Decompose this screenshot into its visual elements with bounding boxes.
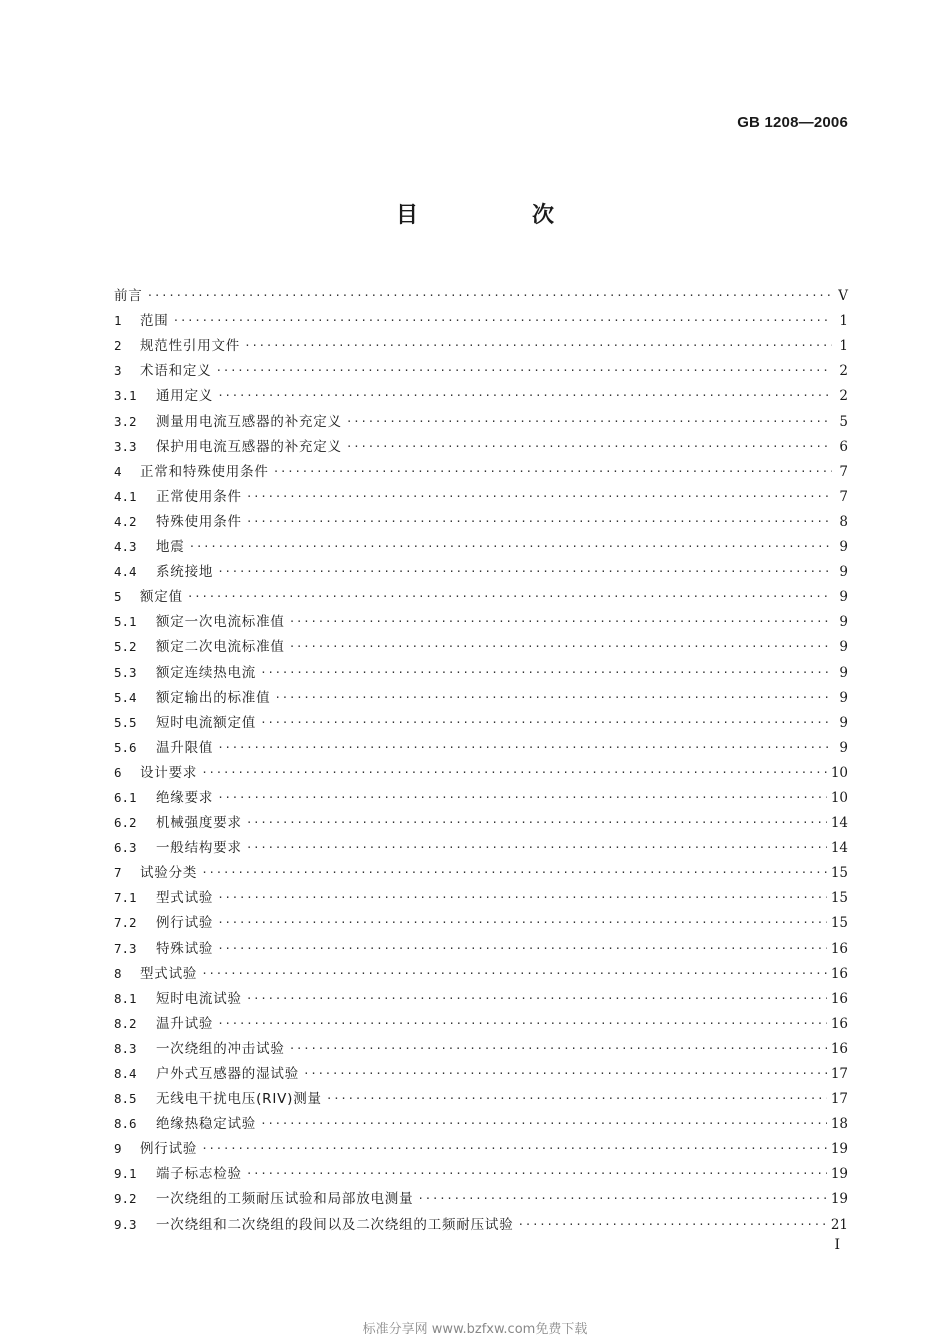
toc-entry[interactable]: [114, 431, 848, 456]
watermark-text: 标准分享网 www.bzfxw.com免费下载: [362, 1322, 588, 1337]
toc-entry-title: 温升试验: [156, 1015, 214, 1032]
toc-entry-page: 15: [830, 865, 848, 882]
toc-entry-page: 16: [830, 1015, 848, 1032]
toc-entry-number: 6.2: [114, 815, 137, 831]
toc-leader-dots: [518, 1216, 827, 1234]
toc-entry-number: 8.5: [114, 1091, 137, 1107]
toc-leader-dots: [187, 588, 832, 606]
toc-entry[interactable]: [114, 1108, 848, 1133]
toc-entry[interactable]: [114, 932, 848, 957]
toc-entry-page: 9: [839, 714, 848, 731]
toc-entry-page: 1: [839, 313, 848, 330]
toc-entry-number: 8: [114, 965, 122, 981]
toc-entry-page: 18: [830, 1116, 848, 1133]
toc-entry[interactable]: [114, 757, 848, 782]
toc-leader-dots: [273, 463, 832, 481]
toc-entry[interactable]: [114, 1158, 848, 1183]
toc-leader-dots: [346, 413, 832, 431]
toc-entry-page: 9: [839, 564, 848, 581]
toc-entry-page: 7: [839, 488, 848, 505]
toc-entry-number: 5.6: [114, 739, 137, 755]
toc-entry-number: 7.1: [114, 890, 137, 906]
toc-leader-dots: [417, 1190, 826, 1208]
toc-entry-number: 9.2: [114, 1191, 137, 1207]
toc-entry-page: 21: [830, 1216, 848, 1233]
toc-entry[interactable]: [114, 355, 848, 380]
toc-entry-page: 8: [839, 513, 848, 530]
toc-entry-number: 5.2: [114, 639, 137, 655]
toc-entry[interactable]: [114, 1183, 848, 1208]
toc-entry-title: 机械强度要求: [156, 815, 242, 832]
toc-entry-number: 7.2: [114, 915, 137, 931]
toc-leader-dots: [289, 613, 832, 631]
toc-entry-title: 短时电流试验: [156, 990, 242, 1007]
toc-entry-page: 9: [839, 639, 848, 656]
toc-leader-dots: [246, 513, 832, 531]
toc-leader-dots: [217, 914, 827, 932]
toc-entry[interactable]: [114, 983, 848, 1008]
toc-entry-title: 特殊试验: [156, 940, 214, 957]
toc-entry-number: 4: [114, 463, 122, 479]
toc-entry-page: 17: [830, 1091, 848, 1108]
toc-entry-title: 保护用电流互感器的补充定义: [156, 438, 342, 455]
toc-entry[interactable]: [114, 958, 848, 983]
toc-leader-dots: [189, 538, 832, 556]
toc-entry[interactable]: [114, 631, 848, 656]
toc-entry-title: 一次绕组的冲击试验: [156, 1040, 285, 1057]
toc-entry[interactable]: [114, 656, 848, 681]
toc-leader-dots: [260, 664, 832, 682]
toc-leader-dots: [201, 1140, 827, 1158]
toc-entry-number: 4.4: [114, 564, 137, 580]
toc-entry[interactable]: [114, 807, 848, 832]
toc-entry-number: 4.3: [114, 539, 137, 555]
toc-entry[interactable]: [114, 907, 848, 932]
toc-entry[interactable]: [114, 606, 848, 631]
toc-leader-dots: [201, 965, 827, 983]
toc-entry-title: 型式试验: [140, 965, 198, 982]
toc-leader-dots: [217, 789, 827, 807]
toc-leader-dots: [274, 689, 832, 707]
toc-entry-title: 例行试验: [156, 915, 214, 932]
toc-entry[interactable]: [114, 456, 848, 481]
toc-leader-dots: [201, 764, 827, 782]
toc-entry[interactable]: [114, 682, 848, 707]
toc-entry-number: 3.1: [114, 388, 137, 404]
toc-entry[interactable]: [114, 305, 848, 330]
toc-entry[interactable]: [114, 1058, 848, 1083]
toc-entry-number: 7: [114, 865, 122, 881]
toc-entry-number: 8.1: [114, 990, 137, 1006]
toc-entry-page: 2: [839, 388, 848, 405]
toc-entry-title: 术语和定义: [140, 363, 212, 380]
toc-entry-number: 9: [114, 1141, 122, 1157]
toc-entry-page: 19: [830, 1141, 848, 1158]
toc-entry-number: 5.5: [114, 714, 137, 730]
toc-entry-number: 7.3: [114, 940, 137, 956]
toc-entry-page: 6: [839, 438, 848, 455]
toc-entry-page: 16: [830, 990, 848, 1007]
toc-entry-page: 16: [830, 940, 848, 957]
toc-entry-title: 额定二次电流标准值: [156, 639, 285, 656]
toc-entry[interactable]: [114, 832, 848, 857]
toc-entry[interactable]: [114, 882, 848, 907]
toc-entry-number: 4.1: [114, 488, 137, 504]
toc-entry-number: 1: [114, 313, 122, 329]
toc-entry-number: 9.1: [114, 1166, 137, 1182]
toc-leader-dots: [246, 839, 827, 857]
toc-leader-dots: [289, 1040, 827, 1058]
toc-entry-number: 3.2: [114, 413, 137, 429]
toc-entry-number: 6.3: [114, 840, 137, 856]
toc-leader-dots: [246, 1165, 827, 1183]
toc-entry-page: 17: [830, 1066, 848, 1082]
toc-entry-page: 9: [839, 664, 848, 681]
toc-entry-page: 16: [830, 965, 848, 982]
toc-leader-dots: [303, 1065, 827, 1083]
toc-entry[interactable]: [114, 1208, 848, 1233]
toc-entry-page: 1: [839, 338, 848, 355]
toc-leader-dots: [217, 387, 832, 405]
toc-entry[interactable]: [114, 1133, 848, 1158]
toc-entry-title: 一般结构要求: [156, 840, 242, 857]
toc-leader-dots: [260, 1115, 827, 1133]
toc-entry-page: V: [838, 288, 848, 305]
toc-entry[interactable]: [114, 531, 848, 556]
toc-entry-number: 3: [114, 363, 122, 379]
toc-entry-number: 8.6: [114, 1116, 137, 1132]
toc-entry-title: 正常和特殊使用条件: [140, 463, 269, 480]
toc-leader-dots: [217, 889, 827, 907]
toc-entry-title: 端子标志检验: [156, 1166, 242, 1183]
toc-entry-number: 8.3: [114, 1040, 137, 1056]
toc-entry-number: 3.3: [114, 438, 137, 454]
toc-entry-title: 额定连续热电流: [156, 664, 257, 681]
toc-entry-page: 5: [839, 413, 848, 430]
toc-entry-title: 范围: [140, 313, 169, 330]
standard-code: GB 1208—2006: [737, 114, 848, 131]
toc-entry-title: 型式试验: [156, 890, 214, 907]
toc-entry-title: 一次绕组和二次绕组的段间以及二次绕组的工频耐压试验: [156, 1216, 514, 1233]
toc-entry-number: 6.1: [114, 789, 137, 805]
toc-entry-title: 绝缘热稳定试验: [156, 1116, 257, 1133]
toc-entry-title: 无线电干扰电压(RIV)测量: [156, 1091, 322, 1108]
toc-entry-title: 前言: [114, 288, 143, 305]
toc-leader-dots: [173, 312, 832, 330]
toc-entry-title: 特殊使用条件: [156, 513, 242, 530]
toc-entry-page: 19: [830, 1166, 848, 1183]
toc-entry[interactable]: [114, 1008, 848, 1033]
toc-leader-dots: [217, 1015, 827, 1033]
toc-leader-dots: [246, 814, 827, 832]
toc-entry-title: 额定一次电流标准值: [156, 614, 285, 631]
toc-leader-dots: [217, 940, 827, 958]
toc-entry-title: 规范性引用文件: [140, 338, 241, 355]
toc-leader-dots: [346, 438, 832, 456]
toc-entry-page: 7: [839, 463, 848, 480]
toc-entry-title: 短时电流额定值: [156, 714, 257, 731]
toc-leader-dots: [147, 287, 832, 305]
toc-entry-title: 系统接地: [156, 564, 214, 581]
toc-entry-page: 9: [839, 739, 848, 756]
toc-entry[interactable]: [114, 481, 848, 506]
toc-entry[interactable]: [114, 1083, 848, 1108]
toc-entry-title: 测量用电流互感器的补充定义: [156, 413, 342, 430]
toc-entry-title: 温升限值: [156, 739, 214, 756]
toc-leader-dots: [217, 563, 832, 581]
page-title: 目 次: [395, 203, 600, 228]
toc-entry[interactable]: [114, 782, 848, 807]
toc-entry-page: 9: [839, 539, 848, 556]
toc-entry-title: 通用定义: [156, 388, 214, 405]
toc-entry-number: 9.3: [114, 1216, 137, 1232]
toc-entry-number: 5: [114, 589, 122, 605]
toc-entry-page: 14: [830, 815, 848, 832]
toc-entry-page: 9: [839, 589, 848, 606]
toc-entry[interactable]: [114, 732, 848, 757]
toc-entry[interactable]: [114, 380, 848, 405]
toc-entry-page: 2: [839, 363, 848, 380]
toc-entry-number: 8.2: [114, 1015, 137, 1031]
toc-entry[interactable]: [114, 506, 848, 531]
toc-entry-title: 设计要求: [140, 764, 198, 781]
toc-entry-page: 10: [830, 789, 848, 806]
toc-entry-number: 5.1: [114, 614, 137, 630]
toc-leader-dots: [260, 714, 832, 732]
toc-leader-dots: [246, 990, 827, 1008]
toc-entry-title: 例行试验: [140, 1141, 198, 1158]
toc-entry[interactable]: [114, 556, 848, 581]
toc-entry-number: 5.3: [114, 664, 137, 680]
toc-entry-page: 10: [830, 764, 848, 781]
toc-entry-number: 2: [114, 338, 122, 354]
table-of-contents: [114, 280, 848, 1234]
toc-entry-page: 9: [839, 614, 848, 631]
toc-leader-dots: [244, 337, 832, 355]
toc-entry-page: 14: [830, 840, 848, 857]
toc-entry[interactable]: [114, 405, 848, 430]
toc-entry-number: 6: [114, 764, 122, 780]
page-number: I: [834, 1237, 840, 1253]
toc-entry-number: 4.2: [114, 513, 137, 529]
toc-entry-title: 地震: [156, 539, 185, 556]
toc-entry-title: 正常使用条件: [156, 488, 242, 505]
toc-entry-title: 试验分类: [140, 865, 198, 882]
toc-leader-dots: [201, 864, 827, 882]
toc-leader-dots: [326, 1090, 827, 1108]
toc-leader-dots: [216, 362, 833, 380]
toc-entry[interactable]: [114, 280, 848, 305]
toc-entry-title: 额定输出的标准值: [156, 689, 271, 706]
toc-leader-dots: [289, 638, 832, 656]
toc-leader-dots: [246, 488, 832, 506]
toc-entry-page: 19: [830, 1191, 848, 1208]
toc-entry-title: 一次绕组的工频耐压试验和局部放电测量: [156, 1191, 414, 1208]
toc-entry-page: 15: [830, 915, 848, 932]
toc-entry-page: 9: [839, 689, 848, 706]
toc-leader-dots: [217, 739, 832, 757]
toc-entry-number: 8.4: [114, 1066, 137, 1081]
toc-entry-page: 15: [830, 890, 848, 907]
toc-entry[interactable]: [114, 707, 848, 732]
toc-entry-title: 户外式互感器的湿试验: [156, 1066, 299, 1082]
toc-entry[interactable]: [114, 857, 848, 882]
toc-entry-title: 绝缘要求: [156, 789, 214, 806]
toc-entry-title: 额定值: [140, 589, 183, 606]
toc-entry[interactable]: [114, 581, 848, 606]
toc-entry-page: 16: [830, 1040, 848, 1057]
toc-entry[interactable]: [114, 1033, 848, 1058]
toc-entry-number: 5.4: [114, 689, 137, 705]
toc-entry[interactable]: [114, 330, 848, 355]
